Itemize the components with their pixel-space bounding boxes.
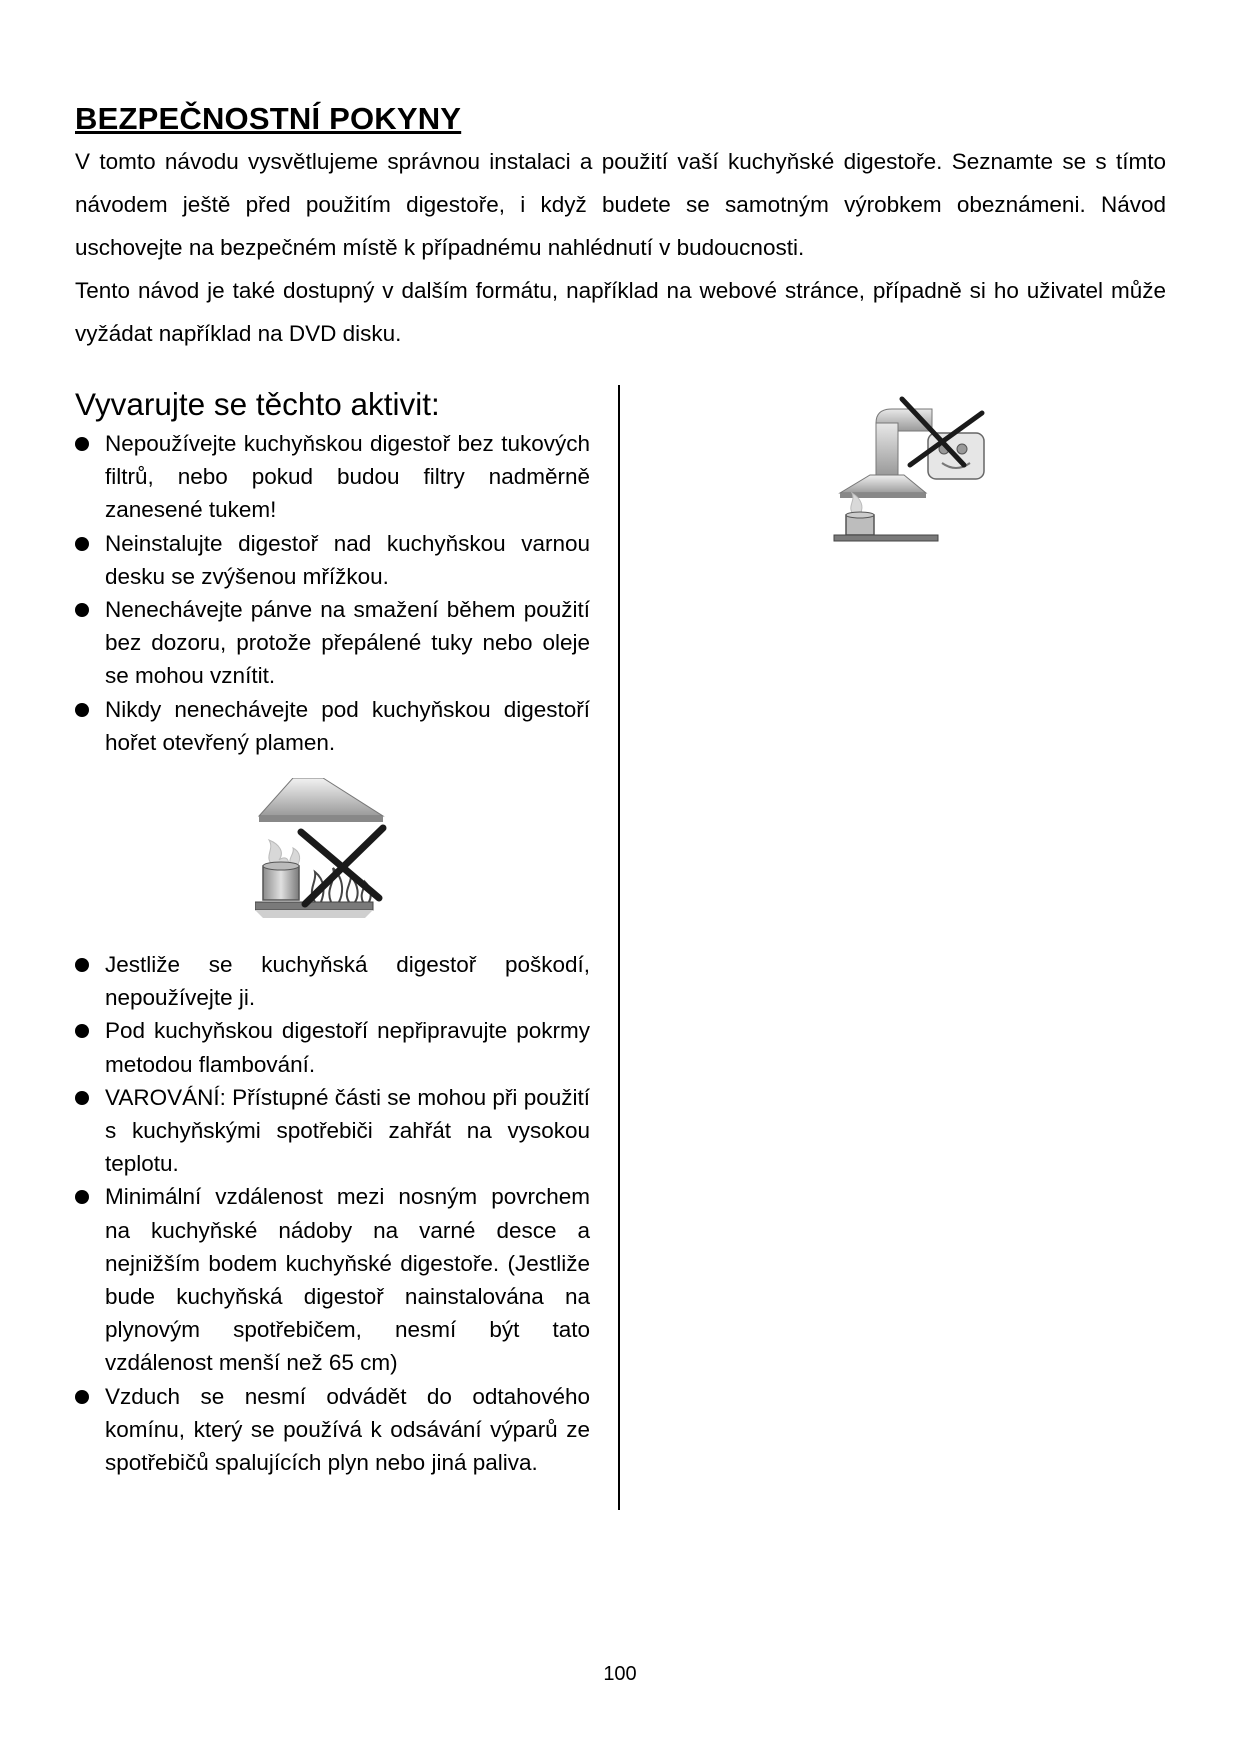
list-item-text: Neinstalujte digestoř nad kuchyňskou varnou desku se zvýšenou mřížkou. [105, 530, 590, 589]
warning-list-2 [75, 948, 590, 1479]
bullet-icon [75, 537, 89, 551]
bullet-icon [75, 437, 89, 451]
bullet-icon [75, 1024, 89, 1038]
bullet-icon [75, 703, 89, 717]
intro-text [75, 140, 1166, 355]
list-item [75, 1081, 590, 1181]
column-divider [618, 385, 620, 1510]
list-item [75, 1014, 590, 1080]
bullet-icon [75, 1091, 89, 1105]
list-item [75, 527, 590, 593]
no-open-flame-illustration [255, 778, 415, 928]
bullet-icon [75, 603, 89, 617]
intro-paragraph-1: V tomto návodu vysvětlujeme správnou instalaci a použití vaší kuchyňské digestoře. Seznamte se s tímto návodem ještě před použitím digestoře, i když budete se samotným výrobkem obeznámeni. Návod uschovejte na bezpečném místě k případnému nahlédnutí v budoucnosti. [75, 149, 1166, 260]
cooktop-shape [255, 902, 373, 918]
list-item [75, 693, 590, 759]
list-item [75, 1380, 590, 1480]
bullet-icon [75, 1190, 89, 1204]
list-item-text: VAROVÁNÍ: Přístupné části se mohou při použití s kuchyňskými spotřebiči zahřát na vysokou teplotu. [105, 1084, 590, 1177]
cooktop-shape [834, 535, 938, 541]
list-item-text: Pod kuchyňskou digestoří nepřipravujte pokrmy metodou flambování. [105, 1018, 590, 1077]
list-item [75, 427, 590, 527]
list-item [75, 1180, 590, 1379]
list-item-text: Minimální vzdálenost mezi nosným povrchem na kuchyňské nádoby na varné desce a nejnižším bodem kuchyňské digestoře. (Jestliže bude kuchyňská digestoř nainstalována na plynovým spotřebičem, nesmí být tato vzdálenost menší než 65 cm) [105, 1184, 590, 1376]
list-item-text: Nenechávejte pánve na smažení během použití bez dozoru, protože přepálené tuky nebo oleje se mohou vznítit. [105, 597, 590, 689]
list-item-text: Nepoužívejte kuchyňskou digestoř bez tukových filtrů, nebo pokud budou filtry nadměrně zanesené tukem! [105, 431, 590, 523]
page-number: 100 [603, 1663, 637, 1685]
avoid-heading: Vyvarujte se těchto aktivit: [75, 386, 440, 422]
pot-icon [846, 512, 874, 535]
warning-list-1 [75, 427, 590, 759]
section-title: BEZPEČNOSTNÍ POKYNY [75, 101, 462, 136]
hood-shape [259, 778, 383, 822]
pot-icon [263, 862, 299, 900]
list-item-text: Vzduch se nesmí odvádět do odtahového komínu, který se používá k odsávání výparů ze spotřebičů spalujících plyn nebo jiná paliva. [105, 1383, 590, 1476]
list-item-text: Jestliže se kuchyňská digestoř poškodí, nepoužívejte ji. [105, 952, 590, 1011]
no-shared-flue-illustration [832, 393, 992, 553]
list-item [75, 593, 590, 693]
list-item-text: Nikdy nenechávejte pod kuchyňskou digestoří hořet otevřený plamen. [105, 696, 590, 755]
list-item [75, 948, 590, 1014]
bullet-icon [75, 1390, 89, 1404]
intro-paragraph-2: Tento návod je také dostupný v dalším formátu, například na webové stránce, případně si ho uživatel může vyžádat například na DVD disku. [75, 278, 1166, 346]
bullet-icon [75, 958, 89, 972]
